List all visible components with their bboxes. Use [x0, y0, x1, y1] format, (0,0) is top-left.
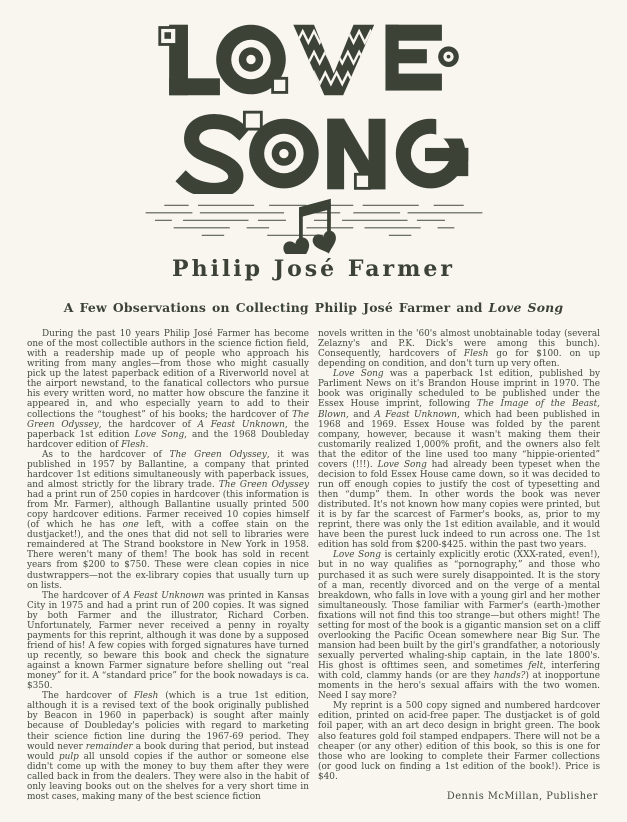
logo-word-song — [186, 112, 470, 190]
right-column — [318, 329, 600, 802]
paragraph: During the past 10 years Philip José Farmer has become one of the most collectible authors in the science fiction field, with a readership made up of people who approach his writing from many angles—from those who might casually pick up the latest paperback edition of a Riverworld novel at the airport newstand, to the fanatical collectors who pursue his every written word, no matter how obscure the fanzine it appeared in, and who especially yearn to add to their collections the “toughest” of his books; the hardcover of The Green Odyssey, the hardcover of A Feast Unknown, the paperback 1st edition Love Song, and the 1968 Doubleday hardcover edition of Flesh. — [27, 329, 309, 450]
paragraph: Love Song was a paperback 1st edition, published by Parliment News on it's Brandon House imprint in 1970. The book was originally scheduled to be published under the Essex House imprint, following The Image of the Beast, Blown, and A Feast Unknown, which had been published in 1968 and 1969. Essex House was folded by the parent company, however, because it wasn't making them their customarily realized 1,000% profit, and the owners also felt that the editor of the line used too many “hippie-oriented” covers (!!!). Love Song had already been typeset when the decision to fold Essex House came down, so it was decided to run off enough copies to justify the cost of typesetting and then “dump” them. In other words the book was never distributed. It's not known how many copies were printed, but it is by far the scarcest of Farmer's books, as, prior to my reprint, there was only the 1st edition available, and it would have been the purest luck indeed to run across one. The 1st edition has sold from $200-$425. within the past two years. — [318, 369, 600, 551]
paragraph: novels written in the '60's almost unobtainable today (several Zelazny's and P.K. Dick's were among this bunch). Consequently, hardcovers of Flesh go for $100. on up depending on condition, and don't turn up very often. — [318, 329, 600, 370]
left-column — [27, 329, 309, 802]
paragraph: My reprint is a 500 copy signed and numbered hardcover edition, printed on acid-free paper. The dustjacket is of gold foil paper, with an art deco design in bright green. The book also features gold foil stamped endpapers. There will not be a cheaper (or any other) edition of this book, so this is one for those who are looking to complete their Farmer collections (or good luck on finding a 1st edition of the book!). Price is $40. — [318, 701, 600, 782]
right-column-paragraphs — [318, 329, 600, 782]
author-name: Philip José Farmer — [172, 256, 455, 282]
logo-word-love — [159, 25, 458, 96]
paragraph: As to the hardcover of The Green Odyssey, it was published in 1957 by Ballantine, a company that printed hardcover 1st editions simultaneously with paperback issues, and almost strictly for the library trade. The Green Odyssey had a print run of 250 copies in hardcover (this information is from Mr. Farmer), although Ballantine usually printed 500 copy hardcover editions. Farmer received 10 copies himself (of which he has one left, with a coffee stain on the dustjacket!), and the ones that did not sell to libraries were remaindered at The Strand bookstore in New York in 1958. There weren't many of them! The book has sold in recent years from $200 to $750. These were clean copies in nice dustwrappers—not the ex-library copies that usually turn up on lists. — [27, 449, 309, 591]
publisher-signature: Dennis McMillan, Publisher — [446, 790, 598, 802]
paragraph: The hardcover of Flesh (which is a true 1st edition, although it is a revised text of the book originally published by Beacon in 1960 in paperback) is sought after mainly because of Doubleday's policies with regard to marketing their science fiction line during the 1967-69 period. They would never remainder a book during that period, but instead would pulp all unsold copies if the author or someone else didn't come up with the money to buy them after they were called back in from the dealers. They were also in the habit of only leaving books out on the shelves for a very short time in most cases, making many of the best science fiction — [27, 691, 310, 802]
love-song-logo-art-icon — [154, 20, 474, 194]
heart-note-staff-icon — [144, 196, 484, 254]
article-body — [27, 329, 600, 802]
article-heading: A Few Observations on Collecting Philip José Farmer and Love Song — [63, 300, 564, 315]
heart-eighth-notes-icon — [281, 199, 340, 254]
page-header — [27, 20, 600, 282]
paragraph: The hardcover of A Feast Unknown was printed in Kansas City in 1975 and had a print run of 200 copies. It was signed by both Farmer and the illustrator, Richard Corben. Unfortunately, Farmer never received a penny in royalty payments for this reprint, although it was done by a supposed friend of his! A few copies with forged signatures have turned up recently, so beware this book and check the signature against a known Farmer signature before shelling out “real money” for it. A “standard price” for the book nowadays is ca. $350. — [27, 590, 309, 692]
paragraph: Love Song is certainly explicitly erotic (XXX-rated, even!), but in no way qualifies as “pornography,” and those who purchased it as such were surely disappointed. It is the story of a man, recently divorced and on the verge of a mental breakdown, who falls in love with a young girl and her mother simultaneously. Those familiar with Farmer's (earth-)mother fixations will not find this too strange—but others might! The setting for most of the book is a gigantic mansion set on a cliff overlooking the Pacific Ocean somewhere near Big Sur. The mansion had been built by the girl's grandfather, a notoriously sexually perverted whaling-ship captain, in the late 1800's. His ghost is ofttimes seen, and sometimes felt, interfering with cold, clammy hands (or are they hands?) at inopportune moments in the hero's sexual affairs with the two women. Need I say more? — [318, 550, 601, 702]
music-staff — [27, 196, 600, 254]
love-song-logo — [27, 20, 600, 194]
